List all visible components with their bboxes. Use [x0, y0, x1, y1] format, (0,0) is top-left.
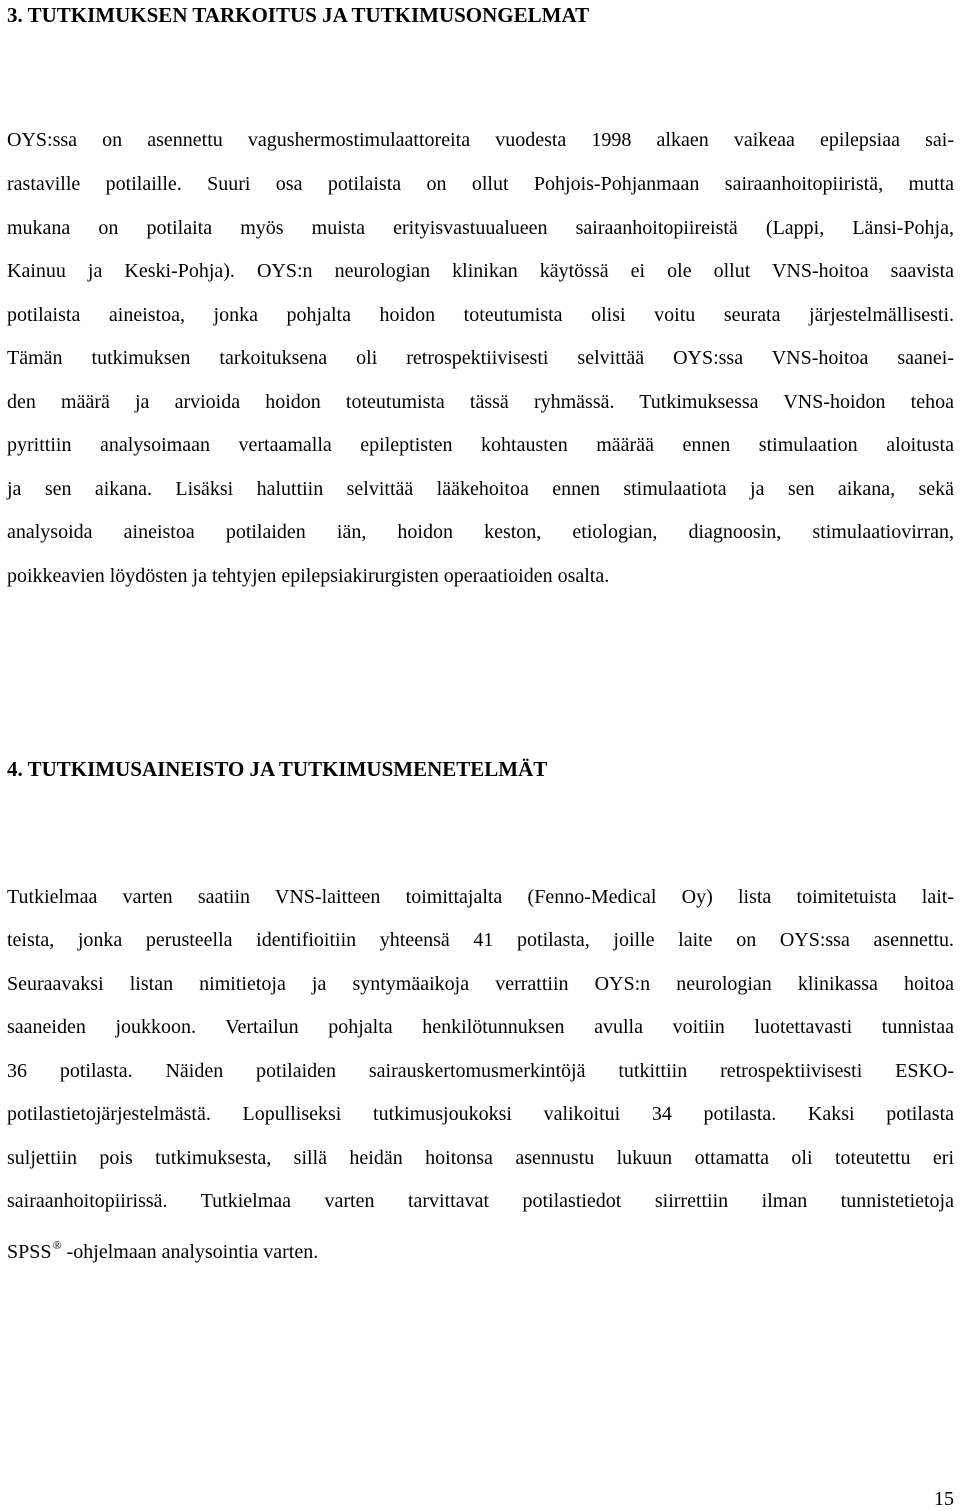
section-3-line-5: potilaista aineistoa, jonka pohjalta hoidon toteutumista olisi voitu seurata järjestelmällisesti. [7, 304, 954, 326]
section-3-line-6: Tämän tutkimuksen tarkoituksena oli retrospektiivisesti selvittää OYS:ssa VNS-hoitoa saanei- [7, 347, 954, 369]
section-4-heading: 4. TUTKIMUSAINEISTO JA TUTKIMUSMENETELMÄT [7, 757, 548, 781]
last-line-suffix: -ohjelmaan analysointia varten. [61, 1241, 319, 1263]
section-3-line-10: analysoida aineistoa potilaiden iän, hoidon keston, etiologian, diagnoosin, stimulaatiovirran, [7, 521, 954, 543]
section-4-line-8: sairaanhoitopiirissä. Tutkielmaa varten tarvittavat potilastiedot siirrettiin ilman tunnistetietoja [7, 1190, 954, 1212]
section-4-line-6: potilastietojärjestelmästä. Lopulliseksi tutkimusjoukoksi valikoitui 34 potilasta. Kaksi potilasta [7, 1103, 954, 1125]
section-4-line-3: Seuraavaksi listan nimitietoja ja syntymäaikoja verrattiin OYS:n neurologian klinikassa hoitoa [7, 973, 954, 995]
section-3-line-8: pyrittiin analysoimaan vertaamalla epileptisten kohtausten määrää ennen stimulaation aloitusta [7, 434, 954, 456]
section-4-line-4: saaneiden joukkoon. Vertailun pohjalta henkilötunnuksen avulla voitiin luotettavasti tunnistaa [7, 1016, 954, 1038]
section-4-line-5: 36 potilasta. Näiden potilaiden sairauskertomusmerkintöjä tutkittiin retrospektiivisesti ESKO- [7, 1060, 954, 1082]
spss-text: SPSS [7, 1241, 52, 1263]
section-3-line-2: rastaville potilaille. Suuri osa potilaista on ollut Pohjois-Pohjanmaan sairaanhoitopiiristä, mutta [7, 173, 954, 195]
section-4-line-2: teista, jonka perusteella identifioitiin yhteensä 41 potilasta, joille laite on OYS:ssa asennettu. [7, 929, 954, 951]
registered-mark: ® [52, 1238, 62, 1252]
section-3-line-1: OYS:ssa on asennettu vagushermostimulaattoreita vuodesta 1998 alkaen vaikeaa epilepsiaa sai- [7, 129, 954, 151]
section-4-line-1: Tutkielmaa varten saatiin VNS-laitteen toimittajalta (Fenno-Medical Oy) lista toimitetuista lait- [7, 886, 954, 908]
section-3-heading: 3. TUTKIMUKSEN TARKOITUS JA TUTKIMUSONGELMAT [7, 3, 590, 27]
section-3-line-11: poikkeavien löydösten ja tehtyjen epilepsiakirurgisten operaatioiden osalta. [7, 565, 610, 587]
section-3-line-7: den määrä ja arvioida hoidon toteutumista tässä ryhmässä. Tutkimuksessa VNS-hoidon tehoa [7, 391, 954, 413]
section-3-line-4: Kainuu ja Keski-Pohja). OYS:n neurologian klinikan käytössä ei ole ollut VNS-hoitoa saavista [7, 260, 954, 282]
section-4-line-7: suljettiin pois tutkimuksesta, sillä heidän hoitonsa asennustu lukuun ottamatta oli toteutettu eri [7, 1147, 954, 1169]
page-number: 15 [934, 1488, 954, 1510]
section-4-line-9 [7, 1232, 318, 1265]
section-3-line-3: mukana on potilaita myös muista erityisvastuualueen sairaanhoitopiireistä (Lappi, Länsi-Pohja, [7, 217, 954, 239]
section-3-line-9: ja sen aikana. Lisäksi haluttiin selvittää lääkehoitoa ennen stimulaatiota ja sen aikana, sekä [7, 478, 954, 500]
